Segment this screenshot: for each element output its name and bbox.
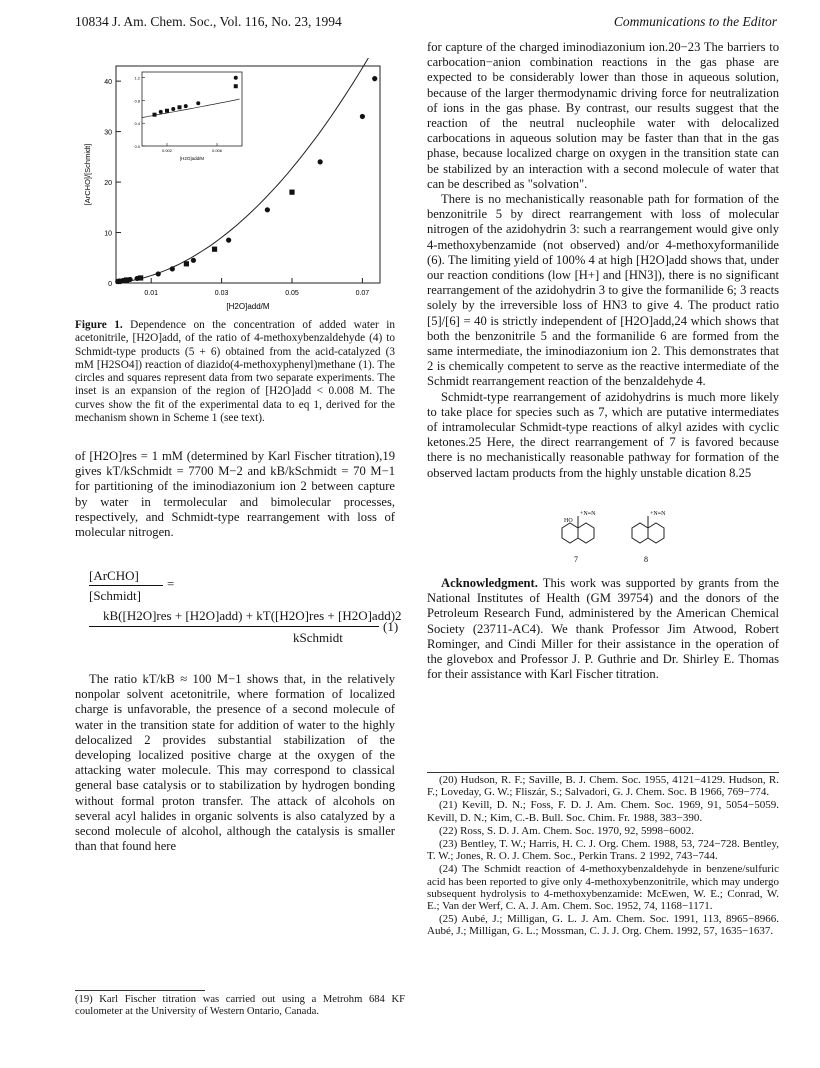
equation-lhs-denominator: [Schmidt] xyxy=(89,588,141,603)
data-point-square xyxy=(124,277,129,282)
reference-item: (24) The Schmidt reaction of 4-methoxybenzaldehyde in benzene/sulfuric acid has been reported to give only 4-methoxybenzonitrile, which may undergo subsequent hydrolysis to 4-methoxybenzamide: McEwen, W. E.; Conrad, W. E.; Van der Werf, C. A. J. Am. Chem. Soc. 1952, 74, 1168−1171. xyxy=(427,863,779,913)
structure-atom-label: +N≡N xyxy=(580,511,596,517)
paragraph: There is no mechanistically reasonable path for formation of the benzonitrile 5 by direct rearrangement with loss of molecular nitrogen of the azidohydrin 3: such a rearrangement would give only 4-methoxybenzamide (not observed) and/or 4-methoxyformanilide (6). The limiting yield of 100% 4 at high [H2O]add shows that, under our reaction conditions (low [H+] and [HN3]), there is no significant rearrangement of the azidohydrin 3 to give the formanilide 6; 3 reacts solely by the irreversible loss of HN3 to give 4. The product ratio [5]/[6] = 40 is strictly independent of [H2O]add,24 which shows that both the benzonitrile 5 and the formanilide 6 are formed from the same intermediate, the iminodiazonium ion 2. This demonstrates that 2 is chemically competent to serve as the reactive intermediate of the Schmidt rearrangement reaction of the benzaldehyde 4. xyxy=(427,192,779,389)
paragraph: of [H2O]res = 1 mM (determined by Karl Fischer titration),19 gives kT/kSchmidt = 7700 M−2 and kB/kSchmidt = 70 M−1 for partitioning of the iminodiazonium ion 2 between capture by water in termolecular and bimolecular processes, respectively, and Schmidt-type rearrangement with loss of molecular nitrogen. xyxy=(75,449,395,540)
equation-lhs-numerator: [ArCHO] xyxy=(89,568,139,583)
structure-atom-label: +N≡N xyxy=(650,511,666,517)
x-tick-label: 0.07 xyxy=(355,290,370,297)
data-point-circle xyxy=(265,207,270,212)
y-tick-label: 40 xyxy=(104,79,112,87)
data-point-square xyxy=(184,261,189,266)
reference-item: (20) Hudson, R. F.; Saville, B. J. Chem. Soc. 1955, 4121−4129. Hudson, R. F.; Loveday, G. W.; Fliszár, S.; Salvadori, G. J. Chem. Soc. B 1966, 769−774. xyxy=(427,774,779,799)
inset-x-tick-label: 0.002 xyxy=(161,148,173,153)
inset-data-point-circle xyxy=(159,110,163,114)
inset-y-tick-label: 0.8 xyxy=(134,98,140,104)
equation-number: (1) xyxy=(383,619,399,634)
equation-equals: = xyxy=(167,576,175,591)
inset-data-point-circle xyxy=(234,76,238,80)
inset-data-point-square xyxy=(234,84,238,88)
data-point-circle xyxy=(156,271,161,276)
acknowledgment-label: Acknowledgment. xyxy=(441,576,538,590)
reference-item: (21) Kevill, D. N.; Foss, F. D. J. Am. Chem. Soc. 1969, 91, 5054−5059. Kevill, D. N.; Kim, C.-B. Bull. Soc. Chim. Fr. 1988, 383−390. xyxy=(427,799,779,824)
fraction-bar xyxy=(89,626,379,627)
data-point-circle xyxy=(372,76,377,81)
chart-inset xyxy=(134,72,242,161)
inset-y-tick-label: 0.0 xyxy=(134,144,140,149)
structure-label-7: 7 xyxy=(574,555,578,564)
figure-caption-text: Dependence on the concentration of added water in acetonitrile, [H2O]add, of the ratio of 4-methoxybenzaldehyde (4) to Schmidt-type products (5 + 6) obtained from the acid-catalyzed (3 mM [H2SO4]) reaction of diazido(4-methoxyphenyl)methane (1). The circles and squares represent data from two separate experiments. The inset is an expansion of the region of [H2O]add < 0.008 M. The curves show the fit of the experimental data to eq 1, derived for the mechanism shown in Scheme 1 (see text). xyxy=(75,319,395,425)
paragraph: The ratio kT/kB ≈ 100 M−1 shows that, in the relatively nonpolar solvent acetonitrile, where formation of localized charge is unfavorable, the presence of a second molecule of water in the transition state for addition of water to the highly delocalized 2 provides substantial stabilization of the developing localized positive charge at the oxygen of the attacking water molecule. This may correspond to classical general base catalysis or to stabilization by hydrogen bonding without formal proton transfer. The attack of alcohols on several acyl halides in organic solvents is also catalyzed by a second molecule of alcohol, although the catalysis is smaller than that found here xyxy=(75,672,395,854)
data-point-square xyxy=(116,279,121,284)
right-column-text xyxy=(427,40,779,481)
data-point-circle xyxy=(191,258,196,263)
figure-caption xyxy=(75,319,395,425)
data-point-square xyxy=(289,190,294,195)
inset-y-tick-label: 1.2 xyxy=(134,75,140,81)
references-list xyxy=(427,774,779,939)
figure-caption-label: Figure 1. xyxy=(75,319,123,331)
references-rule xyxy=(427,772,779,773)
x-axis-label: [H2O]add/M xyxy=(226,302,270,311)
fraction-bar xyxy=(89,585,163,586)
equation-numerator: kB([H2O]res + [H2O]add) + kT([H2O]res + [H2O]add)2 xyxy=(103,608,402,623)
reference-item: (23) Bentley, T. W.; Harris, H. C. J. Org. Chem. 1988, 53, 724−728. Bentley, T. W.; Jones, R. O. J. Chem. Soc., Perkin Trans. 2 1992, 743−744. xyxy=(427,838,779,863)
inset-x-axis-label: [H2O]add/M xyxy=(179,156,205,161)
reference-item: (25) Aubé, J.; Milligan, G. L. J. Am. Chem. Soc. 1991, 113, 8965−8966. Aubé, J.; Milligan, G. L.; Mossman, C. J. J. Org. Chem. 1992, 57, 1635−1637. xyxy=(427,913,779,938)
equation-1 xyxy=(75,568,400,658)
inset-data-point-square xyxy=(153,113,157,117)
data-point-square xyxy=(138,275,143,280)
acknowledgment-text: This work was supported by grants from the National Institutes of Health (GM 39754) and the donors of the Petroleum Research Fund, administered by the American Chemical Society (23711-AC4). We thank Professor Jim Atwood, Robert Rominger, and Cindi Miller for their assistance in the operation of the glovebox and Professor J. P. Guthrie and Dr. Shirley E. Thomas for their assistance with Karl Fischer titration. xyxy=(427,576,779,682)
data-point-circle xyxy=(318,159,323,164)
inset-frame xyxy=(142,72,242,146)
running-header-right: Communications to the Editor xyxy=(613,14,777,29)
running-header-left: 10834 J. Am. Chem. Soc., Vol. 116, No. 23, 1994 xyxy=(75,14,342,29)
structure-atom-label: HO xyxy=(564,518,573,524)
x-tick-label: 0.03 xyxy=(214,290,229,297)
acknowledgment-block xyxy=(427,576,779,682)
acknowledgment xyxy=(427,576,779,682)
structure-label-8: 8 xyxy=(644,555,648,564)
data-point-circle xyxy=(226,238,231,243)
x-tick-label: 0.05 xyxy=(285,290,299,297)
inset-data-point-square xyxy=(165,109,169,113)
left-column-text xyxy=(75,449,395,540)
paragraph: for capture of the charged iminodiazonium ion.20−23 The barriers to carbocation−anion combination reactions in the gas phase are expected to be considerably lower than those in aqueous solution, because of the larger thermodynamic driving force for neutralization of ions in the gas phase. By contrast, our results suggest that the reaction of the neutral nucleophile water with delocalized carbocations in aqueous solution may be faster than that in the gas phase, because localized charge on oxygen in the transition state can be stabilized by an interaction with a second molecule of water that can be described as "solvation". xyxy=(427,40,779,191)
chemical-structures xyxy=(540,506,680,568)
inset-data-point-circle xyxy=(171,107,175,111)
data-point-square xyxy=(212,247,217,252)
footnote-19: (19) Karl Fischer titration was carried out using a Metrohm 684 KF coulometer at the University of Western Ontario, Canada. xyxy=(75,994,405,1018)
inset-data-point-circle xyxy=(184,104,188,108)
x-tick-label: 0.01 xyxy=(144,290,159,297)
inset-data-point-square xyxy=(178,105,182,109)
y-tick-label: 20 xyxy=(104,180,112,188)
left-column-text-2 xyxy=(75,672,395,854)
data-point-circle xyxy=(170,266,175,271)
paragraph: Schmidt-type rearrangement of azidohydrins is much more likely to take place for species such as 7, which are putative intermediates of intramolecular Schmidt-type reactions of alkyl azides with cyclic ketones.25 Here, the direct rearrangement of 7 is favored because there is no mechanistically reasonable pathway for formation of the observed lactam products from the highly unstable dication 8.25 xyxy=(427,389,779,480)
reference-item: (22) Ross, S. D. J. Am. Chem. Soc. 1970, 92, 5998−6002. xyxy=(439,824,694,837)
figure-1-chart xyxy=(80,58,390,313)
footnote-rule xyxy=(75,990,205,991)
y-axis-label: [ArCHO]/[Schmidt] xyxy=(83,143,92,206)
data-point-circle xyxy=(360,114,365,119)
inset-x-tick-label: 0.006 xyxy=(211,148,223,153)
inset-data-point-circle xyxy=(196,101,200,105)
y-tick-label: 10 xyxy=(104,230,112,238)
y-tick-label: 30 xyxy=(104,129,112,137)
inset-y-tick-label: 0.4 xyxy=(134,121,140,127)
equation-denominator: kSchmidt xyxy=(293,630,343,645)
y-tick-label: 0 xyxy=(108,281,112,288)
